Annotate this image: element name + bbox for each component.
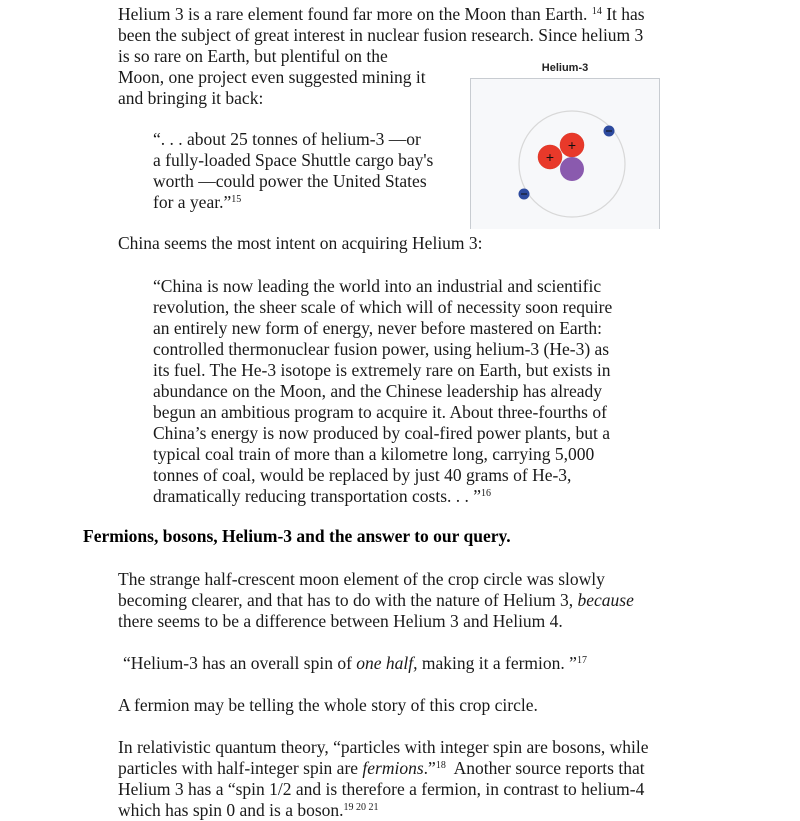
footnote-ref-16[interactable]: 16: [481, 488, 492, 499]
quote1-line-1: “. . . about 25 tonnes of helium-3 —or: [153, 129, 421, 149]
helium-3-figure: [470, 62, 660, 229]
text: dramatically reducing transportation costs. . . ”: [153, 486, 482, 506]
text: becoming clearer, and that has to do with the nature of Helium 3,: [118, 590, 578, 610]
intro-line-5: and bringing it back:: [118, 88, 264, 108]
emphasis: because: [577, 590, 634, 610]
para3-line-4: [118, 800, 379, 821]
text: which has spin 0 and is a boson.: [118, 800, 344, 820]
footnote-ref-14[interactable]: 14: [591, 6, 602, 17]
footnote-refs-19-21[interactable]: 19 20 21: [343, 802, 379, 813]
footnote-ref-17[interactable]: 17: [576, 655, 587, 666]
text: for a year.”: [153, 192, 232, 212]
svg-text:+: +: [545, 149, 555, 165]
para1-line-3: there seems to be a difference between Helium 3 and Helium 4.: [118, 611, 563, 631]
para3-line-1: In relativistic quantum theory, “particles with integer spin are bosons, while: [118, 737, 649, 757]
neutron-icon: [560, 157, 584, 181]
text: “Helium-3 has an overall spin of: [123, 653, 357, 673]
para1-line-1: The strange half-crescent moon element of the crop circle was slowly: [118, 569, 605, 589]
intro-line-3: is so rare on Earth, but plentiful on the: [118, 46, 388, 66]
para1-line-2: [118, 590, 634, 611]
quote2-line: begun an ambitious program to acquire it. About three-fourths of: [153, 402, 607, 422]
emphasis: fermions: [362, 758, 424, 778]
intro-line-4: Moon, one project even suggested mining it: [118, 67, 426, 87]
quote2-line: typical coal train of more than a kilometre long, carrying 5,000: [153, 444, 595, 464]
quote2-line: its fuel. The He-3 isotope is extremely rare on Earth, but exists in: [153, 360, 611, 380]
figure-title: Helium-3: [541, 62, 589, 74]
footnote-ref-15[interactable]: 15: [231, 194, 242, 205]
quote2-line: revolution, the sheer scale of which will of necessity soon require: [153, 297, 613, 317]
helium-atom-icon: [471, 79, 659, 229]
para3-line-3: Helium 3 has a “spin 1/2 and is therefore a fermion, in contrast to helium-4: [118, 779, 645, 799]
text: particles with half-integer spin are: [118, 758, 363, 778]
text: It has: [601, 4, 645, 24]
fermion-sentence: A fermion may be telling the whole story of this crop circle.: [118, 695, 538, 715]
quote2-line: tonnes of coal, would be replaced by just 40 grams of He-3,: [153, 465, 572, 485]
quote2-line: China’s energy is now produced by coal-fired power plants, but a: [153, 423, 610, 443]
footnote-ref-18[interactable]: 18: [435, 760, 446, 771]
text: .”: [423, 758, 436, 778]
quote2-line: an entirely new form of energy, never before mastered on Earth:: [153, 318, 602, 338]
quote1-line-2: a fully-loaded Space Shuttle cargo bay's: [153, 150, 434, 170]
quote2-line: “China is now leading the world into an industrial and scientific: [153, 276, 602, 296]
emphasis: one half,: [356, 653, 418, 673]
intro-line-2: been the subject of great interest in nuclear fusion research. Since helium 3: [118, 25, 644, 45]
quote1-line-4: [153, 192, 241, 213]
para3-line-2: [118, 758, 645, 779]
text: Helium 3 is a rare element found far more on the Moon than Earth.: [118, 4, 592, 24]
text: making it a fermion. ”: [417, 653, 577, 673]
quote2-line: abundance on the Moon, and the Chinese leadership has already: [153, 381, 603, 401]
quote2-line: controlled thermonuclear fusion power, using helium-3 (He-3) as: [153, 339, 610, 359]
atom-diagram: [470, 78, 660, 229]
svg-text:+: +: [567, 137, 577, 153]
china-intro: China seems the most intent on acquiring Helium 3:: [118, 233, 483, 253]
section-heading: Fermions, bosons, Helium-3 and the answer to our query.: [83, 526, 511, 546]
intro-line-1: [118, 4, 645, 25]
spin-quote: [123, 653, 587, 674]
quote2-line: [153, 486, 491, 507]
text: Another source reports that: [445, 758, 645, 778]
quote1-line-3: worth —could power the United States: [153, 171, 427, 191]
